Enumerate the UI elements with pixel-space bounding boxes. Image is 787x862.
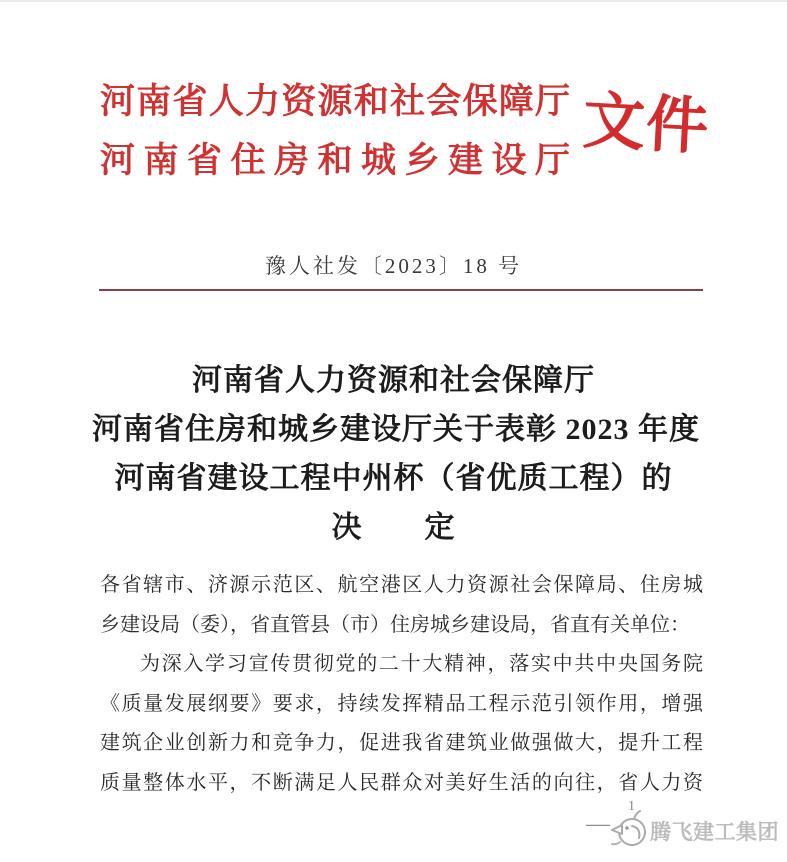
page-number: 1 xyxy=(628,799,635,814)
salutation-line-2: 乡建设局（委），省直管县（市）住房城乡建设局，省直有关单位： xyxy=(100,613,690,636)
agency-name-1: 河南省人力资源和社会保障厅 xyxy=(100,82,570,121)
paragraph-line-4: 质量整体水平，不断满足人民群众对美好生活的向往，省人力资 xyxy=(100,771,703,794)
agency-name-2: 河南省住房和城乡建设厅 xyxy=(100,141,570,180)
page-number-dash: — xyxy=(586,811,610,837)
salutation-line-1: 各省辖市、济源示范区、航空港区人力资源社会保障局、住房城 xyxy=(100,574,703,596)
letterhead xyxy=(100,72,570,190)
page-footer xyxy=(586,799,786,860)
document-body xyxy=(100,566,703,803)
title-line-3: 河南省建设工程中州杯（省优质工程）的 xyxy=(114,462,673,495)
paragraph-line-2: 《质量发展纲要》要求，持续发挥精品工程示范引领作用，增强 xyxy=(100,692,703,715)
title-line-2: 河南省住房和城乡建设厅关于表彰 2023 年度 xyxy=(92,413,700,446)
document-type-label: 文件 xyxy=(581,87,711,163)
letterhead-divider-rule xyxy=(99,289,703,291)
paragraph-line-3: 建筑企业创新力和竞争力，促进我省建筑业做强做大，提升工程 xyxy=(100,732,703,754)
tengfei-logo-bird-icon xyxy=(608,806,650,850)
page-top-border xyxy=(0,0,787,2)
watermark-text: 腾飞建工集团 xyxy=(650,821,779,844)
document-reference-number: 豫人社发〔2023〕18 号 xyxy=(264,254,523,278)
paragraph-line-1: 为深入学习宣传贯彻党的二十大精神，落实中共中央国务院 xyxy=(140,653,703,675)
title-line-4: 决 定 xyxy=(331,511,456,544)
title-line-1: 河南省人力资源和社会保障厅 xyxy=(192,364,595,397)
document-title xyxy=(92,356,700,552)
